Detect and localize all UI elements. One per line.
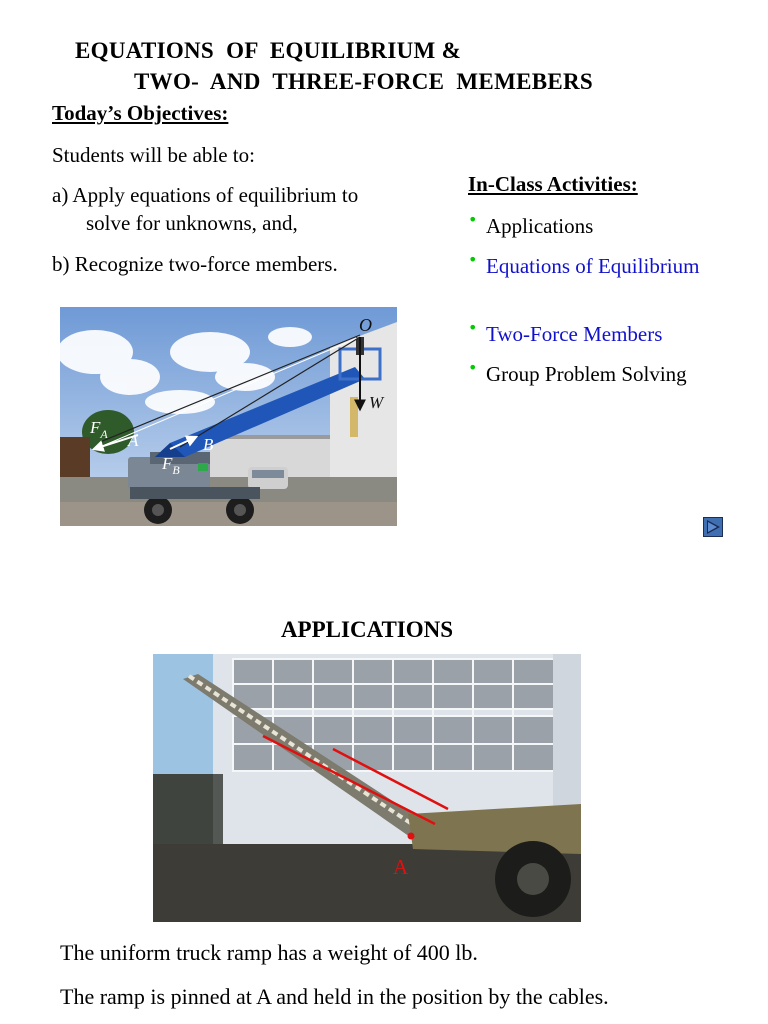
objectives-heading: Today’s Objectives: [52,101,229,125]
weight-w-label: W [369,393,384,412]
bullet-icon: • [468,210,478,229]
activity-label: Two-Force Members [486,322,663,346]
bullet-icon: • [468,250,478,269]
play-triangle-icon [704,518,722,536]
bullet-icon: • [468,318,478,337]
applications-heading: APPLICATIONS [280,617,454,642]
point-b-label: B [203,435,214,454]
activity-item [468,212,748,240]
bullet-icon: • [468,358,478,377]
point-o-label: O [359,315,372,335]
ramp-caption-1: The uniform truck ramp has a weight of 400 lb. [60,940,478,965]
activity-label: Applications [486,214,594,238]
ramp-caption-2: The ramp is pinned at A and held in the position by the cables. [60,984,609,1009]
force-fb-label: $F_B$ [162,454,180,477]
objective-a-line-2: solve for unknowns, and, [86,211,298,235]
next-slide-button[interactable] [703,517,723,537]
pin-a-label: A [393,855,409,879]
activity-label: Equations of Equilibrium [486,254,700,278]
truck-ramp-photo [153,654,581,922]
slide-title-line-2: TWO- AND THREE-FORCE MEMEBERS [134,69,593,94]
activity-item [468,320,748,348]
activities-heading: In-Class Activities: [468,172,638,196]
objective-b: b) Recognize two-force members. [52,252,338,276]
activity-item [468,360,748,388]
point-a-label: A [128,431,139,450]
boom-lift-figure [60,307,397,526]
activity-item [468,252,748,280]
objective-a-line-1: a) Apply equations of equilibrium to [52,183,359,207]
objectives-intro: Students will be able to: [52,143,255,167]
activity-label: Group Problem Solving [486,362,687,386]
slide-title-line-1: EQUATIONS OF EQUILIBRIUM & [75,38,462,63]
force-fa-label: $F_A$ [90,418,108,441]
